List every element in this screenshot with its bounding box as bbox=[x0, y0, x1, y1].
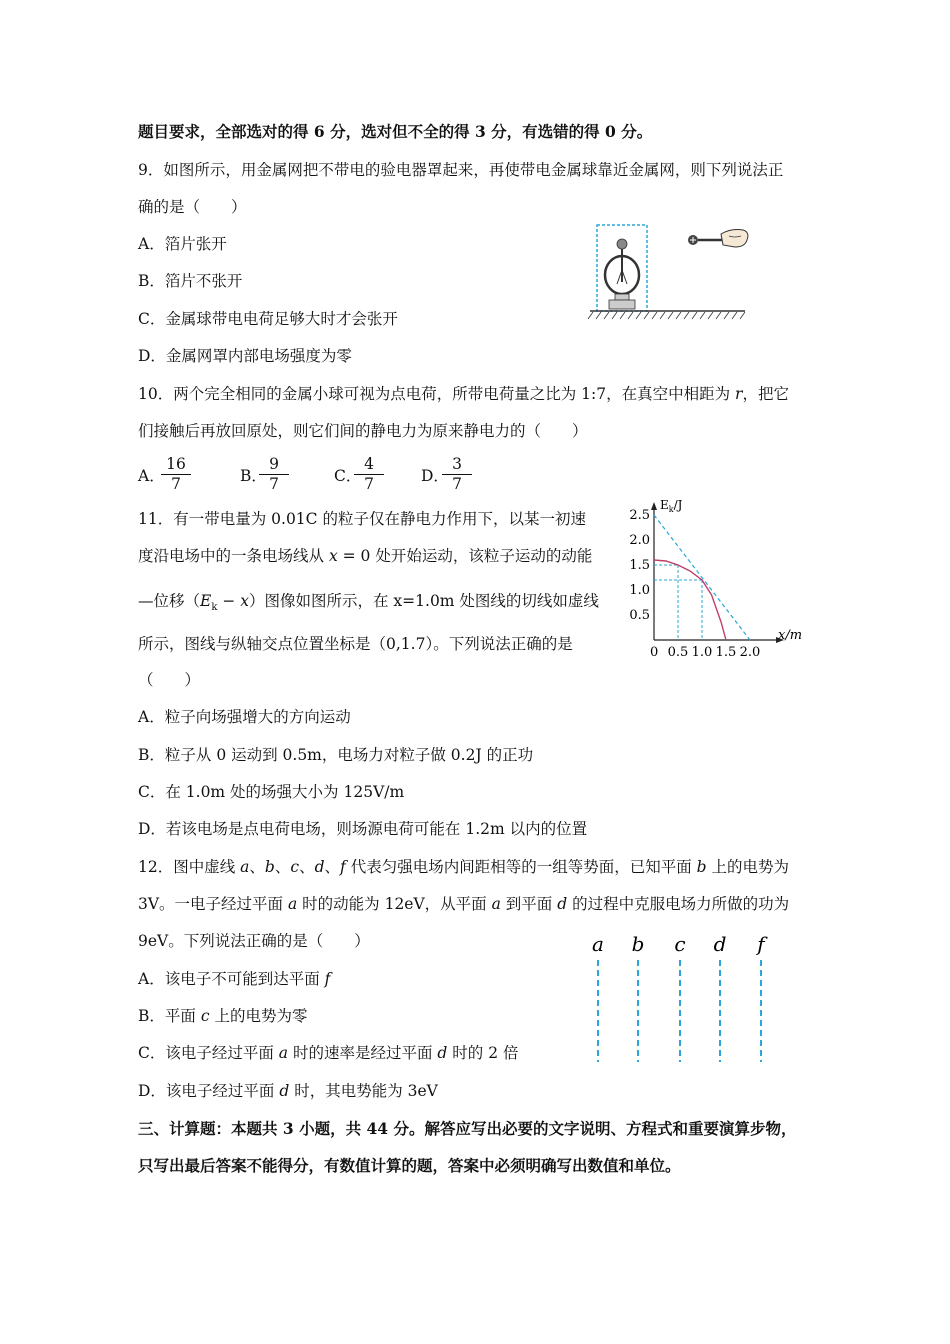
q10-option-b-fraction: $\frac{9}{7}$ bbox=[259, 455, 289, 493]
q11-stem-line-4: 所示，图线与纵轴交点位置坐标是（0,1.7）。下列说法正确的是 bbox=[138, 635, 573, 653]
q12-option-d: D．该电子经过平面 d 时，其电势能为 3eV bbox=[138, 1082, 438, 1100]
x-tick-label: 0.5 bbox=[667, 645, 689, 660]
q11-stem-line-2: 度沿电场中的一条电场线从 x = 0 处开始运动，该粒子运动的动能 bbox=[138, 547, 593, 565]
y-tick-label: 1.0 bbox=[629, 583, 650, 598]
q9-option-a: A．箔片张开 bbox=[138, 235, 227, 253]
q12-stem-line-3: 9eV。下列说法正确的是（ ） bbox=[138, 932, 370, 950]
q9-option-d: D．金属网罩内部电场强度为零 bbox=[138, 347, 352, 365]
plane-label-b: b bbox=[631, 932, 645, 956]
section3-line-1: 三、计算题：本题共 3 小题，共 44 分。解答应写出必要的文字说明、方程式和重要演算步物， bbox=[138, 1119, 797, 1138]
y-tick-label: 0.5 bbox=[629, 608, 650, 623]
q11-stem-line-5: （ ） bbox=[138, 671, 201, 689]
electroscope-icon bbox=[605, 239, 639, 309]
q11-option-b: B．粒子从 0 运动到 0.5m，电场力对粒子做 0.2J 的正功 bbox=[138, 746, 534, 764]
q12-option-a: A．该电子不可能到达平面 f bbox=[138, 970, 331, 988]
q11-stem-line-3: —位移$(E_k - x)$图像如图所示，在 x=1.0m 处图线的切线如虚线 bbox=[138, 592, 599, 614]
q12-option-b: B．平面 c 上的电势为零 bbox=[138, 1007, 308, 1025]
x-tick-label: 0 bbox=[650, 645, 659, 660]
q10-option-a-letter: A． bbox=[138, 467, 165, 485]
y-tick-label: 1.5 bbox=[629, 558, 650, 573]
q10-option-a-fraction: $\frac{16}{7}$ bbox=[161, 455, 191, 493]
q12-stem-line-1: 12．图中虚线 a、b、c、d、f 代表匀强电场内间距相等的一组等势面，已知平面 b 上的电势为 bbox=[138, 858, 790, 876]
q10-option-d-letter: D． bbox=[421, 467, 449, 485]
q10-stem-line-1: 10．两个完全相同的金属小球可视为点电荷，所带电荷量之比为 1:7，在真空中相距为 r，把它 bbox=[138, 385, 789, 403]
x-tick-label: 1.5 bbox=[715, 645, 737, 660]
instruction-line: 题目要求，全部选对的得 6 分，选对但不全的得 3 分，有选错的得 0 分。 bbox=[138, 122, 653, 141]
q11-option-c: C．在 1.0m 处的场强大小为 125V/m bbox=[138, 783, 405, 801]
section3-line-2: 只写出最后答案不能得分，有数值计算的题，答案中必须明确写出数值和单位。 bbox=[138, 1156, 681, 1175]
ground-icon bbox=[588, 311, 745, 319]
charged-ball-with-hand-icon bbox=[688, 230, 748, 248]
x-axis-label: x/m bbox=[778, 628, 803, 643]
q10-option-c-fraction: $\frac{4}{7}$ bbox=[354, 455, 384, 493]
ek-x-chart bbox=[620, 495, 810, 665]
q9-stem-line-2: 确的是（ ） bbox=[138, 198, 247, 216]
equipotential-planes-figure bbox=[585, 928, 785, 1068]
q10-stem-line-2: 们接触后再放回原处，则它们间的静电力为原来静电力的（ ） bbox=[138, 422, 588, 440]
q9-stem-line-1: 9．如图所示，用金属网把不带电的验电器罩起来，再使带电金属球靠近金属网，则下列说法正 bbox=[138, 161, 784, 179]
plane-label-a: a bbox=[592, 932, 604, 956]
plane-label-d: d bbox=[713, 932, 727, 956]
q10-option-b-letter: B． bbox=[240, 467, 267, 485]
x-tick-label: 1.0 bbox=[691, 645, 713, 660]
y-tick-label: 2.5 bbox=[629, 508, 650, 523]
electroscope-figure bbox=[585, 220, 755, 325]
q10-option-c-letter: C． bbox=[334, 467, 362, 485]
q10-option-d-fraction: $\frac{3}{7}$ bbox=[442, 455, 472, 493]
plane-label-f: f bbox=[757, 932, 765, 956]
q12-stem-line-2: 3V。一电子经过平面 a 时的动能为 12eV，从平面 a 到平面 d 的过程中克服电场力所做的功为 bbox=[138, 895, 790, 913]
q11-option-d: D．若该电场是点电荷电场，则场源电荷可能在 1.2m 以内的位置 bbox=[138, 820, 588, 838]
y-axis-arrow bbox=[651, 502, 657, 510]
q9-option-c: C．金属球带电电荷足够大时才会张开 bbox=[138, 310, 398, 328]
x-tick-label: 2.0 bbox=[739, 645, 761, 660]
q9-option-b: B．箔片不张开 bbox=[138, 272, 243, 290]
y-axis-label: $E_k/J$ bbox=[660, 498, 683, 514]
q12-option-c: C．该电子经过平面 a 时的速率是经过平面 d 时的 2 倍 bbox=[138, 1044, 519, 1062]
y-tick-label: 2.0 bbox=[629, 533, 650, 548]
ek-curve-series bbox=[654, 560, 726, 640]
q11-stem-line-1: 11．有一带电量为 0.01C 的粒子仅在静电力作用下，以某一初速 bbox=[138, 510, 586, 528]
plane-label-c: c bbox=[674, 932, 686, 956]
q11-option-a: A．粒子向场强增大的方向运动 bbox=[138, 708, 351, 726]
